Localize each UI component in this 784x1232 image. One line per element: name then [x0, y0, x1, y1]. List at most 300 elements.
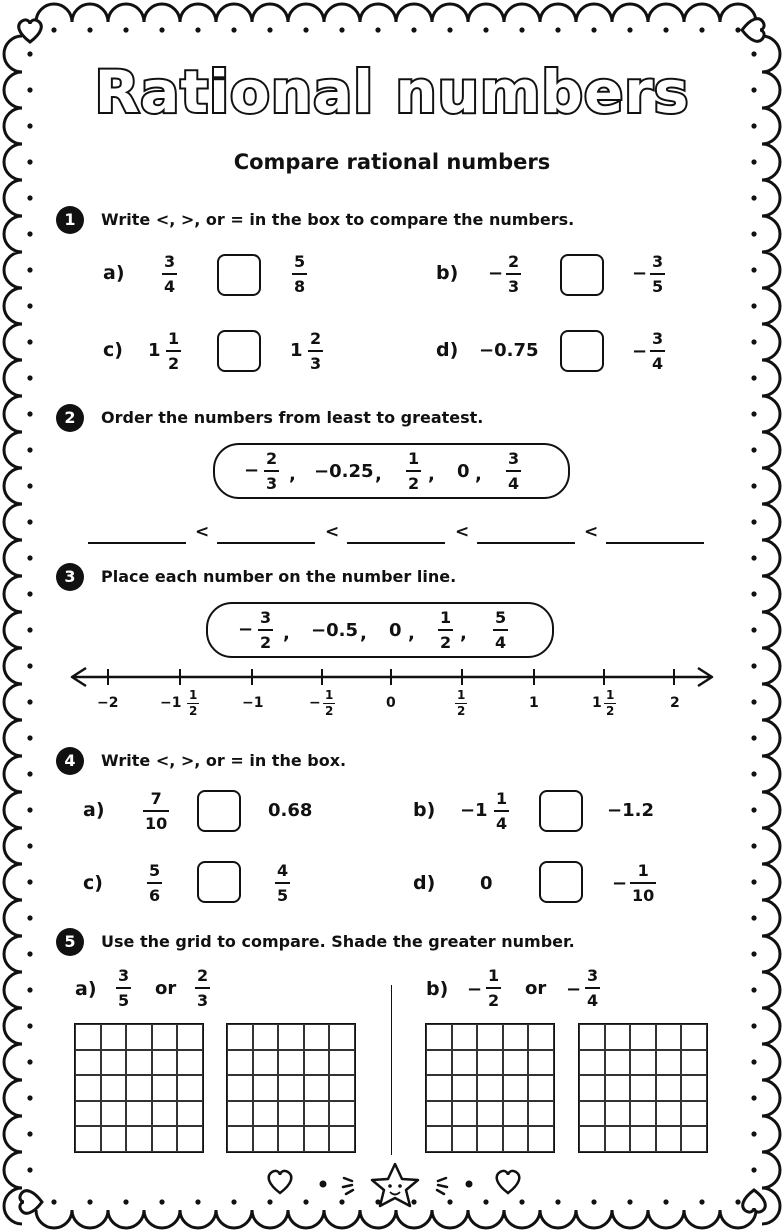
grid-cell[interactable] — [579, 1101, 605, 1127]
numerator: 7 — [150, 789, 162, 808]
grid-cell[interactable] — [177, 1126, 203, 1152]
denominator: 3 — [310, 354, 322, 373]
border-dot — [751, 699, 756, 704]
numerator: 1 — [189, 688, 198, 702]
numerator: 2 — [508, 252, 520, 271]
q1b-label: b) — [436, 262, 459, 284]
denominator: 3 — [508, 277, 520, 296]
q5a-right-fraction — [195, 966, 210, 1010]
corner-heart-icon — [742, 19, 764, 42]
q2-answer-blank-1[interactable] — [88, 540, 186, 544]
q2-comma: , — [475, 464, 482, 485]
denominator: 4 — [652, 354, 664, 373]
grid-cell[interactable] — [177, 1101, 203, 1127]
q2-comma: , — [289, 464, 296, 485]
grid-cell[interactable] — [253, 1126, 279, 1152]
denominator: 10 — [145, 814, 168, 833]
numerator: 1 — [457, 688, 466, 702]
tick-label-1: 1 — [529, 695, 539, 711]
grid-cell[interactable] — [656, 1126, 682, 1152]
border-dot — [735, 1199, 740, 1204]
border-dot — [27, 1059, 32, 1064]
q4d-right-sign: − — [612, 873, 628, 894]
tick-label-minus-1: −1 — [242, 695, 264, 711]
grid-cell[interactable] — [304, 1075, 330, 1101]
grid-cell[interactable] — [477, 1126, 503, 1152]
border-dot — [27, 915, 32, 920]
heart-icon — [497, 1171, 520, 1193]
border-dot — [195, 27, 200, 32]
numerator: 1 — [606, 688, 615, 702]
grid-cell[interactable] — [656, 1101, 682, 1127]
question-2-number: 2 — [56, 404, 84, 432]
q3-comma: , — [408, 623, 415, 644]
border-dot — [751, 735, 756, 740]
border-dot — [231, 1199, 236, 1204]
grid-cell[interactable] — [304, 1050, 330, 1076]
q1a-answer-box[interactable] — [217, 254, 261, 296]
border-dot — [735, 27, 740, 32]
dot-icon — [320, 1181, 327, 1188]
grid-cell[interactable] — [503, 1050, 529, 1076]
column-divider — [391, 985, 392, 1155]
q5b-grid-right[interactable] — [578, 1023, 708, 1153]
question-2-text: Order the numbers from least to greatest. — [101, 408, 484, 427]
q3-item-4-fraction — [438, 608, 453, 652]
grid-cell[interactable] — [452, 1101, 478, 1127]
grid-cell[interactable] — [605, 1101, 631, 1127]
grid-cell[interactable] — [477, 1101, 503, 1127]
border-dot — [27, 1023, 32, 1028]
grid-cell[interactable] — [278, 1126, 304, 1152]
grid-cell[interactable] — [452, 1024, 478, 1050]
grid-cell[interactable] — [503, 1126, 529, 1152]
q4b-right-value: −1.2 — [607, 800, 654, 821]
grid-cell[interactable] — [126, 1075, 152, 1101]
grid-cell[interactable] — [528, 1050, 554, 1076]
tick-label-1-whole: 1 — [592, 695, 602, 711]
q2-less-than: < — [195, 522, 210, 542]
numerator: 1 — [440, 608, 452, 627]
grid-cell[interactable] — [579, 1126, 605, 1152]
q3-item-2: −0.5 — [311, 620, 358, 641]
numerator: 3 — [508, 449, 520, 468]
border-dot — [87, 27, 92, 32]
q1d-label: d) — [436, 339, 459, 361]
border-dot — [751, 1059, 756, 1064]
border-dot — [751, 915, 756, 920]
q4d-answer-box[interactable] — [539, 861, 583, 903]
border-dot — [27, 951, 32, 956]
border-dot — [751, 987, 756, 992]
border-dot — [751, 447, 756, 452]
q2-item-4: 0 — [457, 461, 470, 482]
q4c-right-fraction — [275, 861, 290, 905]
page-subtitle: Compare rational numbers — [233, 150, 551, 174]
grid-cell[interactable] — [227, 1075, 253, 1101]
grid-cell[interactable] — [605, 1024, 631, 1050]
question-1-text: Write <, >, or = in the box to compare the numbers. — [101, 210, 575, 229]
border-dot — [519, 27, 524, 32]
border-dot — [27, 555, 32, 560]
grid-cell[interactable] — [227, 1024, 253, 1050]
border-dot — [751, 627, 756, 632]
border-dot — [663, 1199, 668, 1204]
grid-cell[interactable] — [304, 1126, 330, 1152]
grid-cell[interactable] — [656, 1024, 682, 1050]
q2-item-5-fraction — [506, 449, 521, 493]
border-dot — [751, 771, 756, 776]
grid-cell[interactable] — [426, 1050, 452, 1076]
grid-cell[interactable] — [152, 1101, 178, 1127]
grid-cell[interactable] — [126, 1101, 152, 1127]
border-dot — [27, 1131, 32, 1136]
grid-cell[interactable] — [579, 1024, 605, 1050]
denominator: 5 — [118, 991, 130, 1010]
grid-cell[interactable] — [227, 1050, 253, 1076]
grid-cell[interactable] — [681, 1126, 707, 1152]
grid-cell[interactable] — [75, 1075, 101, 1101]
border-dot — [751, 411, 756, 416]
grid-cell[interactable] — [304, 1024, 330, 1050]
border-dot — [159, 27, 164, 32]
denominator: 2 — [325, 704, 334, 718]
border-dot — [699, 1199, 704, 1204]
denominator: 3 — [266, 474, 278, 493]
border-dot — [751, 519, 756, 524]
denominator: 10 — [632, 886, 655, 905]
grid-cell[interactable] — [177, 1024, 203, 1050]
q1b-right-fraction — [650, 252, 665, 296]
denominator: 5 — [277, 886, 289, 905]
grid-cell[interactable] — [452, 1126, 478, 1152]
denominator: 2 — [260, 633, 272, 652]
grid-cell[interactable] — [452, 1050, 478, 1076]
denominator: 6 — [149, 886, 161, 905]
q1b-answer-box[interactable] — [560, 254, 604, 296]
grid-cell[interactable] — [630, 1101, 656, 1127]
q4d-label: d) — [413, 872, 436, 894]
star-icon — [372, 1164, 418, 1206]
grid-cell[interactable] — [177, 1075, 203, 1101]
grid-cell[interactable] — [579, 1075, 605, 1101]
border-dot — [751, 1131, 756, 1136]
q3-item-1-fraction — [258, 608, 273, 652]
grid-cell[interactable] — [528, 1126, 554, 1152]
grid-cell[interactable] — [426, 1101, 452, 1127]
border-dot — [751, 303, 756, 308]
grid-cell[interactable] — [528, 1101, 554, 1127]
border-dot — [627, 27, 632, 32]
q3-item-1-sign: − — [238, 619, 254, 640]
grid-cell[interactable] — [152, 1075, 178, 1101]
grid-cell[interactable] — [477, 1075, 503, 1101]
border-dot — [555, 1199, 560, 1204]
border-dot — [447, 27, 452, 32]
grid-cell[interactable] — [426, 1024, 452, 1050]
grid-cell[interactable] — [630, 1050, 656, 1076]
grid-cell[interactable] — [126, 1050, 152, 1076]
grid-cell[interactable] — [681, 1075, 707, 1101]
border-dot — [27, 591, 32, 596]
corner-heart-icon — [743, 1190, 766, 1212]
q1d-right-fraction — [650, 329, 665, 373]
border-dot — [339, 27, 344, 32]
q5b-label: b) — [426, 978, 449, 1000]
grid-cell[interactable] — [75, 1024, 101, 1050]
grid-cell[interactable] — [605, 1126, 631, 1152]
grid-cell[interactable] — [452, 1075, 478, 1101]
grid-cell[interactable] — [253, 1075, 279, 1101]
numerator: 5 — [294, 252, 306, 271]
border-dot — [699, 27, 704, 32]
tick-label-minus-1-whole: −1 — [160, 695, 182, 711]
grid-cell[interactable] — [304, 1101, 330, 1127]
q4d-left-value: 0 — [480, 873, 493, 894]
numerator: 4 — [277, 861, 289, 880]
tick-label-minus-half-sign: − — [309, 695, 321, 711]
q5b-left-fraction — [486, 966, 501, 1010]
grid-cell[interactable] — [177, 1050, 203, 1076]
tick-label-1-half — [604, 689, 616, 718]
q4b-answer-box[interactable] — [539, 790, 583, 832]
grid-cell[interactable] — [152, 1126, 178, 1152]
numerator: 5 — [495, 608, 507, 627]
grid-cell[interactable] — [253, 1050, 279, 1076]
q1c-right-fraction — [308, 329, 323, 373]
grid-cell[interactable] — [75, 1126, 101, 1152]
q2-less-than: < — [455, 522, 470, 542]
grid-cell[interactable] — [681, 1101, 707, 1127]
q5b-left-sign: − — [467, 979, 483, 1000]
border-dot — [27, 1095, 32, 1100]
grid-cell[interactable] — [75, 1050, 101, 1076]
grid-cell[interactable] — [329, 1050, 355, 1076]
question-5-number: 5 — [56, 928, 84, 956]
grid-cell[interactable] — [656, 1050, 682, 1076]
grid-cell[interactable] — [605, 1050, 631, 1076]
grid-cell[interactable] — [426, 1075, 452, 1101]
grid-cell[interactable] — [579, 1050, 605, 1076]
numerator: 3 — [652, 329, 664, 348]
q1c-answer-box[interactable] — [217, 330, 261, 372]
grid-cell[interactable] — [477, 1024, 503, 1050]
border-dot — [27, 231, 32, 236]
grid-cell[interactable] — [426, 1126, 452, 1152]
border-dot — [591, 27, 596, 32]
grid-cell[interactable] — [630, 1126, 656, 1152]
grid-cell[interactable] — [528, 1024, 554, 1050]
tick-label-minus-2: −2 — [97, 695, 119, 711]
q4b-label: b) — [413, 799, 436, 821]
border-dot — [375, 27, 380, 32]
grid-cell[interactable] — [329, 1024, 355, 1050]
denominator: 3 — [197, 991, 209, 1010]
border-dot — [751, 267, 756, 272]
q1d-left-value: −0.75 — [479, 340, 539, 361]
q1c-left-fraction — [166, 329, 181, 373]
border-dot — [27, 303, 32, 308]
border-dot — [27, 1167, 32, 1172]
border-dot — [27, 771, 32, 776]
grid-cell[interactable] — [503, 1024, 529, 1050]
grid-cell[interactable] — [227, 1101, 253, 1127]
q2-less-than: < — [584, 522, 599, 542]
grid-cell[interactable] — [101, 1024, 127, 1050]
denominator: 5 — [652, 277, 664, 296]
q5a-grid-left[interactable] — [74, 1023, 204, 1153]
q2-answer-blank-4[interactable] — [477, 540, 575, 544]
grid-cell[interactable] — [630, 1024, 656, 1050]
border-dot — [27, 447, 32, 452]
q5b-or: or — [525, 978, 547, 999]
border-dot — [27, 663, 32, 668]
grid-cell[interactable] — [278, 1101, 304, 1127]
border-dot — [195, 1199, 200, 1204]
grid-cell[interactable] — [253, 1024, 279, 1050]
border-dot — [483, 27, 488, 32]
grid-cell[interactable] — [630, 1075, 656, 1101]
border-dot — [159, 1199, 164, 1204]
border-dot — [27, 699, 32, 704]
q1b-left-sign: − — [488, 263, 504, 284]
q5a-or: or — [155, 978, 177, 999]
border-dot — [123, 1199, 128, 1204]
grid-cell[interactable] — [152, 1024, 178, 1050]
q4c-label: c) — [83, 872, 103, 894]
grid-cell[interactable] — [126, 1024, 152, 1050]
q5b-right-sign: − — [566, 979, 582, 1000]
denominator: 4 — [164, 277, 176, 296]
tick-label-minus-1-half — [187, 689, 199, 718]
heart-icon — [269, 1171, 292, 1193]
border-dot — [751, 375, 756, 380]
grid-cell[interactable] — [477, 1050, 503, 1076]
numerator: 1 — [637, 861, 649, 880]
tick-label-0: 0 — [386, 695, 396, 711]
numerator: 1 — [496, 789, 508, 808]
numerator: 2 — [266, 449, 278, 468]
grid-cell[interactable] — [528, 1075, 554, 1101]
q1a-right-fraction — [292, 252, 307, 296]
question-4-text: Write <, >, or = in the box. — [101, 751, 347, 770]
q3-comma: , — [360, 623, 367, 644]
question-4-number: 4 — [56, 747, 84, 775]
grid-cell[interactable] — [101, 1101, 127, 1127]
border-dot — [751, 879, 756, 884]
q1a-left-fraction — [162, 252, 177, 296]
grid-cell[interactable] — [278, 1075, 304, 1101]
grid-cell[interactable] — [329, 1075, 355, 1101]
border-dot — [751, 339, 756, 344]
grid-cell[interactable] — [503, 1075, 529, 1101]
grid-cell[interactable] — [329, 1126, 355, 1152]
denominator: 4 — [508, 474, 520, 493]
numerator: 3 — [260, 608, 272, 627]
border-dot — [27, 195, 32, 200]
denominator: 2 — [408, 474, 420, 493]
question-5-text: Use the grid to compare. Shade the greater number. — [101, 932, 575, 951]
border-dot — [411, 27, 416, 32]
border-dot — [27, 483, 32, 488]
grid-cell[interactable] — [101, 1050, 127, 1076]
border-dot — [303, 27, 308, 32]
denominator: 2 — [189, 704, 198, 718]
numerator: 1 — [408, 449, 420, 468]
number-line[interactable] — [60, 664, 724, 694]
grid-cell[interactable] — [227, 1126, 253, 1152]
q4a-right-value: 0.68 — [268, 800, 313, 821]
page-title: Rational numbers — [94, 58, 690, 126]
q5b-grid-left[interactable] — [425, 1023, 555, 1153]
q2-answer-blank-2[interactable] — [217, 540, 315, 544]
tick-label-half — [455, 689, 467, 718]
grid-cell[interactable] — [101, 1126, 127, 1152]
q4c-answer-box[interactable] — [197, 861, 241, 903]
numerator: 3 — [118, 966, 130, 985]
q2-answer-blank-3[interactable] — [347, 540, 445, 544]
corner-heart-icon — [19, 20, 42, 42]
corner-heart-icon — [20, 1191, 42, 1214]
border-dot — [27, 267, 32, 272]
border-dot — [27, 843, 32, 848]
border-dot — [751, 951, 756, 956]
grid-cell[interactable] — [605, 1075, 631, 1101]
grid-cell[interactable] — [278, 1050, 304, 1076]
grid-cell[interactable] — [329, 1101, 355, 1127]
q4a-left-fraction — [143, 789, 169, 833]
q5a-label: a) — [75, 978, 97, 1000]
dot-icon — [466, 1181, 473, 1188]
q5a-grid-right[interactable] — [226, 1023, 356, 1153]
grid-cell[interactable] — [126, 1126, 152, 1152]
denominator: 2 — [440, 633, 452, 652]
grid-cell[interactable] — [75, 1101, 101, 1127]
question-3-text: Place each number on the number line. — [101, 567, 457, 586]
grid-cell[interactable] — [656, 1075, 682, 1101]
q3-comma: , — [283, 623, 290, 644]
q1b-right-sign: − — [632, 263, 648, 284]
q4d-right-fraction — [630, 861, 656, 905]
grid-cell[interactable] — [681, 1050, 707, 1076]
q1d-right-sign: − — [632, 341, 648, 362]
q2-comma: , — [428, 464, 435, 485]
q4a-answer-box[interactable] — [197, 790, 241, 832]
q2-answer-blank-5[interactable] — [606, 540, 704, 544]
grid-cell[interactable] — [152, 1050, 178, 1076]
border-dot — [27, 879, 32, 884]
grid-cell[interactable] — [503, 1101, 529, 1127]
denominator: 2 — [457, 704, 466, 718]
q1d-answer-box[interactable] — [560, 330, 604, 372]
q5a-left-fraction — [116, 966, 131, 1010]
grid-cell[interactable] — [681, 1024, 707, 1050]
border-dot — [751, 663, 756, 668]
border-dot — [751, 843, 756, 848]
border-dot — [751, 483, 756, 488]
grid-cell[interactable] — [253, 1101, 279, 1127]
q1b-left-fraction — [506, 252, 521, 296]
q1a-label: a) — [103, 262, 125, 284]
border-dot — [751, 231, 756, 236]
border-dot — [751, 1167, 756, 1172]
grid-cell[interactable] — [101, 1075, 127, 1101]
border-dot — [27, 987, 32, 992]
border-dot — [27, 519, 32, 524]
border-dot — [87, 1199, 92, 1204]
q1c-right-whole: 1 — [290, 340, 303, 361]
grid-cell[interactable] — [278, 1024, 304, 1050]
